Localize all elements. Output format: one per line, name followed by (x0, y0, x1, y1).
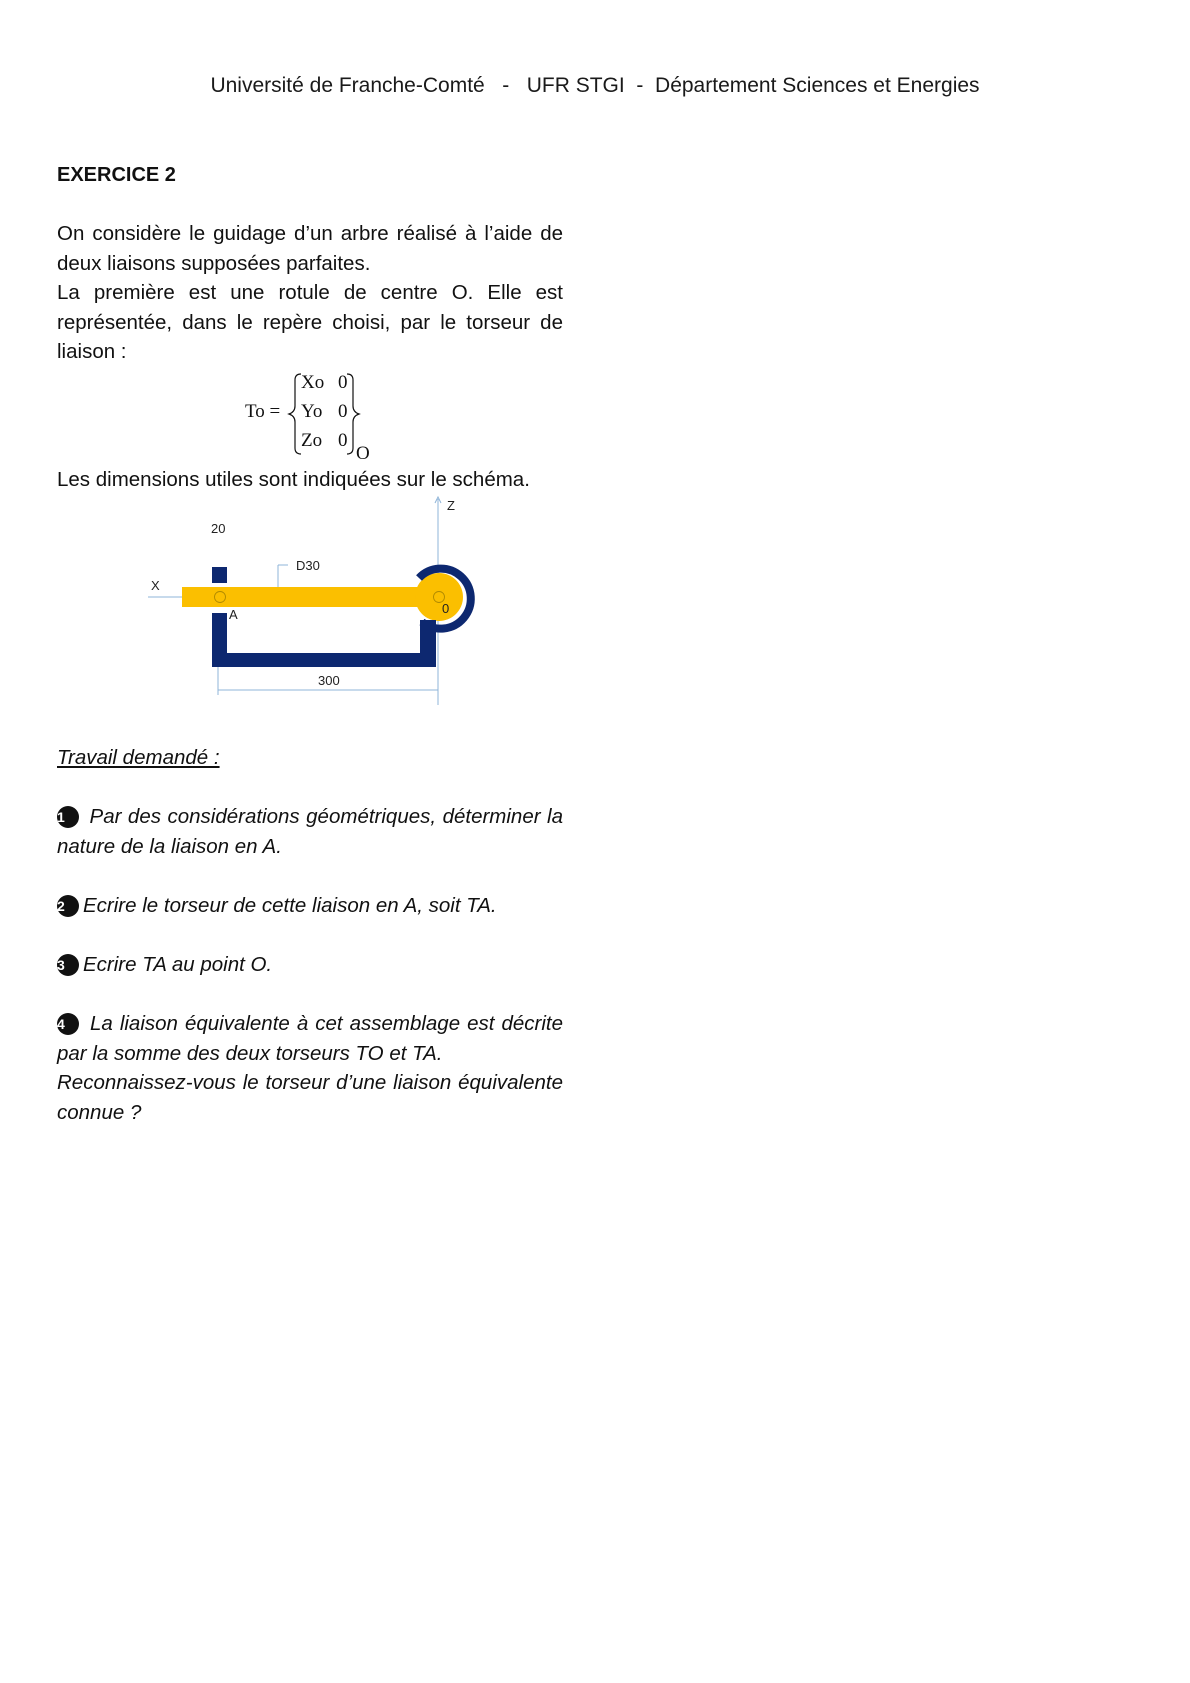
intro-line-1: On considère le guidage d’un arbre réalisé à l’aide de deux liaisons supposées parfaites. (57, 222, 563, 275)
x-axis-label: X (151, 578, 160, 593)
question-2-text: Ecrire le torseur de cette liaison en A, soit TA. (83, 894, 497, 917)
intro-line-2: La première est une rotule de centre O. Elle est représentée, dans le repère choisi, par le torseur de liaison : (57, 281, 563, 363)
question-4 (57, 1009, 563, 1127)
question-3-number: 3 (57, 954, 79, 976)
torseur-to (245, 370, 385, 464)
bearing-a-top (212, 567, 227, 583)
question-1 (57, 802, 563, 861)
torseur-cell: Xo (301, 372, 325, 393)
question-3 (57, 950, 563, 980)
dimensions-note: Les dimensions utiles sont indiquées sur le schéma. (57, 468, 530, 491)
torseur-point: O (356, 443, 370, 464)
page-header: Université de Franche-Comté - UFR STGI - Département Sciences et Energies (210, 74, 980, 97)
torseur-cell: Zo (301, 430, 323, 451)
question-4-followup: Reconnaissez-vous le torseur d’une liaison équivalente connue ? (57, 1071, 563, 1124)
frame-base (212, 653, 436, 667)
question-2-number: 2 (57, 895, 79, 917)
mechanism-diagram (140, 495, 480, 705)
torseur-cell: Yo (301, 401, 323, 422)
question-1-number: 1 (57, 806, 79, 828)
point-o-label: 0 (442, 601, 450, 616)
intro-paragraph (57, 219, 563, 367)
question-3-text: Ecrire TA au point O. (83, 953, 273, 976)
torseur-row-1 (301, 372, 348, 394)
torseur-label: To = (245, 401, 281, 422)
width-a-label: 20 (211, 521, 226, 536)
torseur-row-2 (301, 401, 348, 423)
work-heading: Travail demandé : (57, 746, 220, 769)
torseur-row-3 (301, 430, 348, 452)
question-1-text: Par des considérations géométriques, déterminer la nature de la liaison en A. (57, 805, 564, 858)
torseur-cell: 0 (338, 430, 348, 451)
question-4-text: La liaison équivalente à cet assemblage est décrite par la somme des deux torseurs TO et TA. (57, 1012, 564, 1065)
point-a-label: A (229, 607, 238, 622)
exercise-title: EXERCICE 2 (57, 164, 176, 186)
shaft (182, 587, 440, 607)
question-2 (57, 891, 563, 921)
diameter-label: D30 (296, 558, 320, 573)
torseur-cell: 0 (338, 372, 348, 393)
question-4-number: 4 (57, 1013, 79, 1035)
z-axis-label: Z (447, 498, 455, 513)
length-label: 300 (318, 673, 340, 688)
torseur-cell: 0 (338, 401, 348, 422)
